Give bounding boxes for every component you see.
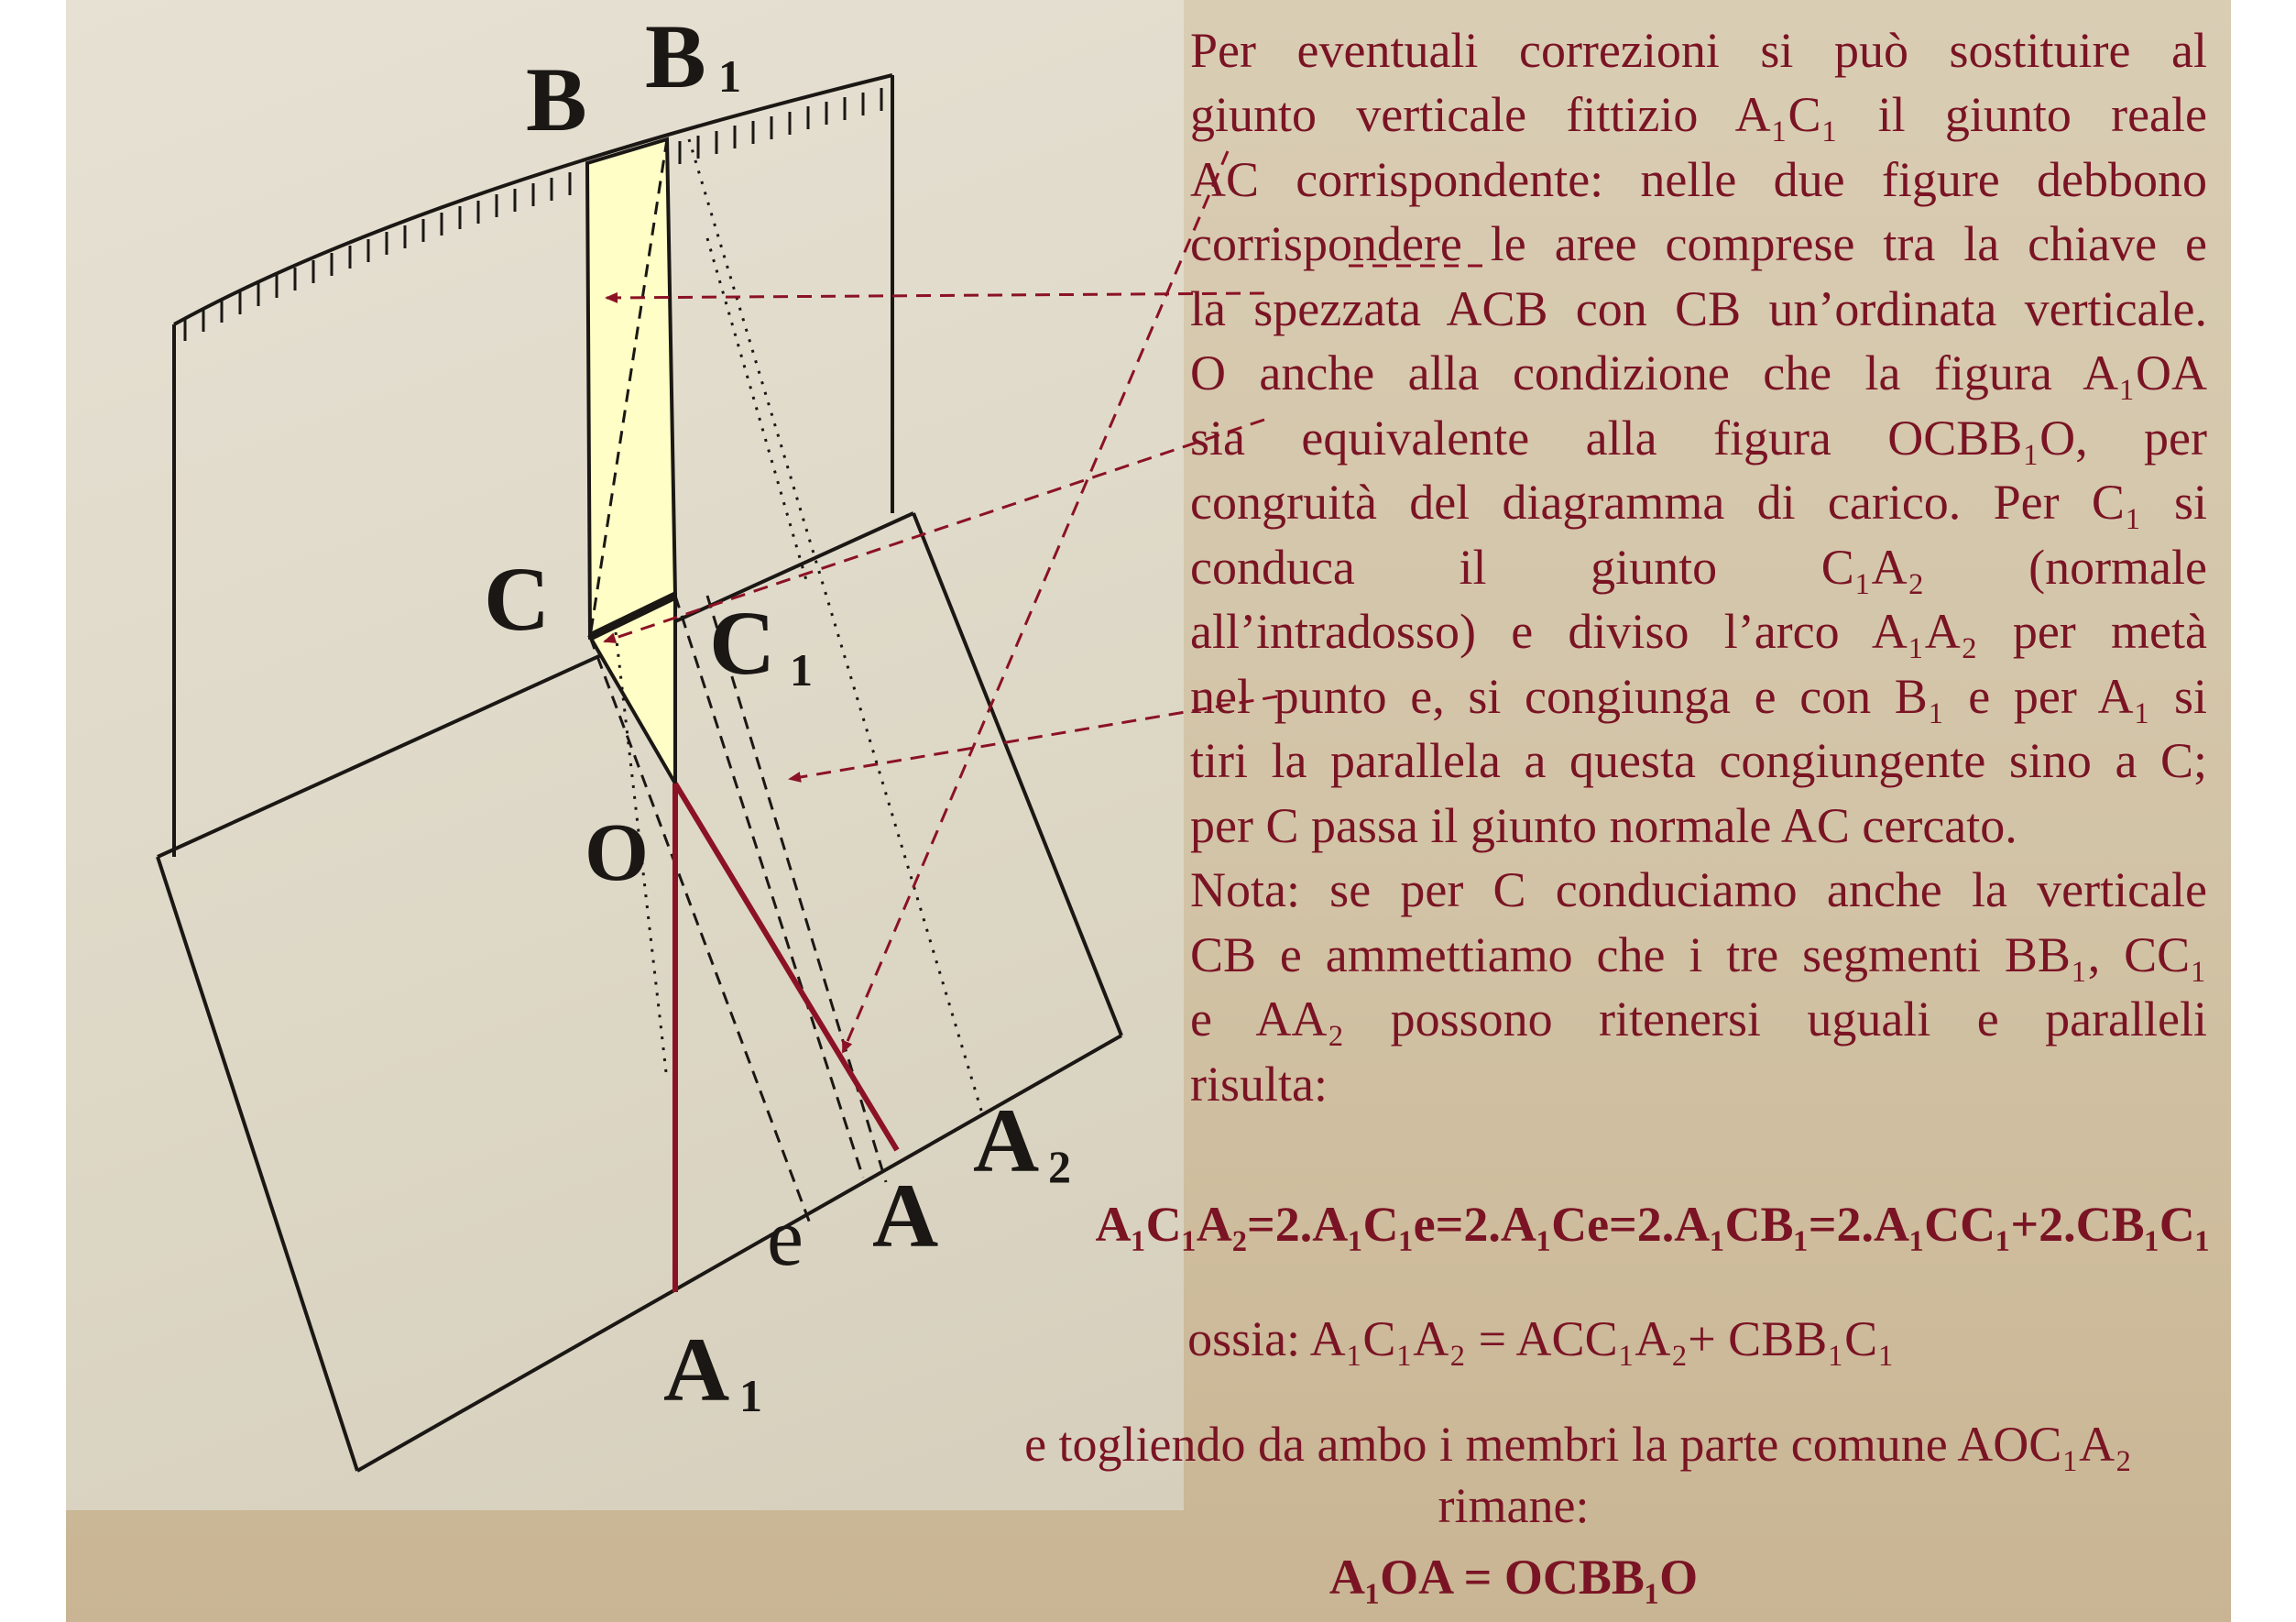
label-A1-sub: 1 — [739, 1370, 762, 1421]
text-line-1: Per eventuali correzioni si può sostituire al — [1190, 23, 2207, 78]
label-A: A — [872, 1165, 939, 1266]
equation-1: A₁C₁A₂=2.A₁C₁e=2.A₁Ce=2.A₁CB₁=2.A₁CC₁+2.CB₁C₁ — [1095, 1197, 2210, 1252]
text-line-6: O anche alla condizione che la figura A₁OA — [1190, 345, 2207, 400]
text-line-12: tiri la parallela a questa congiungente sino a C; — [1190, 733, 2207, 788]
text-line-5: la spezzata ACB con CB un’ordinata verticale. — [1190, 281, 2207, 336]
label-O: O — [585, 807, 650, 898]
label-C1: C — [709, 592, 776, 694]
text-line-10: all’intradosso) e diviso l’arco A₁A₂ per metà — [1190, 604, 2207, 659]
equation-3-line-1: e togliendo da ambo i membri la parte comune AOC₁A₂ — [1024, 1417, 2132, 1472]
label-B1-sub: 1 — [718, 50, 741, 102]
label-A2-sub: 2 — [1048, 1141, 1071, 1192]
text-line-17: risulta: — [1190, 1057, 1328, 1112]
text-line-4: corrispondere le aree comprese tra la chiave e — [1190, 216, 2207, 271]
text-line-13: per C passa il giunto normale AC cercato. — [1190, 798, 2017, 853]
text-line-3: AC corrispondente: nelle due figure debbono — [1190, 152, 2207, 207]
equation-4: A₁OA = OCBB₁O — [1328, 1550, 1699, 1605]
label-A1: A — [663, 1319, 730, 1420]
text-line-7: sia equivalente alla figura OCBB₁O, per — [1190, 411, 2207, 466]
slide-background — [66, 0, 2231, 1622]
scanned-figure-panel — [66, 0, 1184, 1510]
equation-2: ossia: A₁C₁A₂ = ACC₁A₂+ CBB₁C₁ — [1187, 1311, 1895, 1366]
text-line-2: giunto verticale fittizio A₁C₁ il giunto reale — [1190, 87, 2207, 142]
label-C1-sub: 1 — [790, 644, 813, 696]
label-B: B — [526, 49, 587, 150]
label-C: C — [484, 548, 551, 650]
text-line-11: nel punto e, si congiunga e con B₁ e per A₁ si — [1190, 669, 2207, 724]
text-line-15: CB e ammettiamo che i tre segmenti BB₁, CC₁ — [1190, 927, 2207, 982]
text-line-8: congruità del diagramma di carico. Per C₁ si — [1190, 475, 2207, 530]
text-line-9: conduca il giunto C₁A₂ (normale — [1190, 540, 2207, 595]
text-line-16: e AA₂ possono ritenersi uguali e paralleli — [1190, 992, 2207, 1047]
label-e: e — [767, 1192, 804, 1283]
label-B1: B — [645, 5, 706, 107]
label-A2: A — [973, 1090, 1040, 1191]
text-line-14: Nota: se per C conduciamo anche la verticale — [1190, 862, 2207, 917]
equation-3-line-2: rimane: — [1438, 1478, 1590, 1533]
